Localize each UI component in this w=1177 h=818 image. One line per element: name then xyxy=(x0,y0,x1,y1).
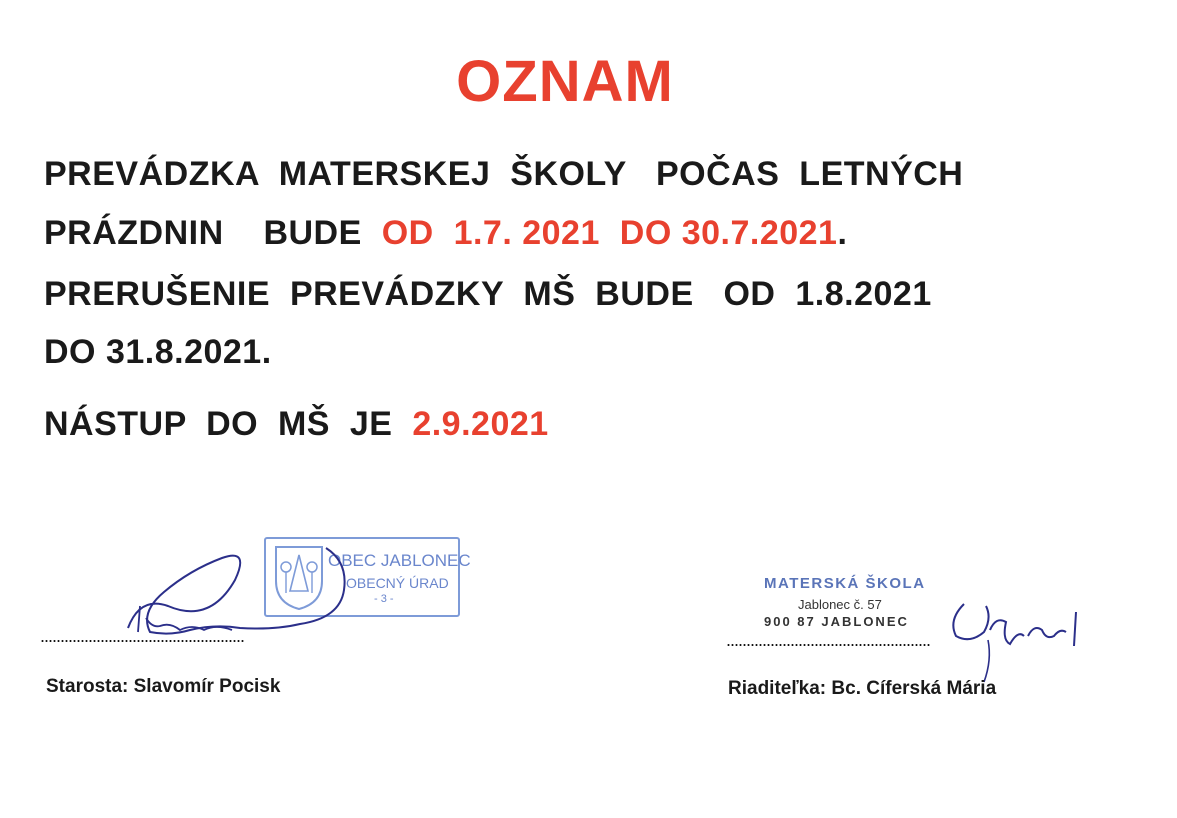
start-date: 2.9.2021 xyxy=(412,405,549,443)
notice-title: OZNAM xyxy=(456,49,674,114)
body-line-1: PREVÁDZKA MATERSKEJ ŠKOLY POČAS LETNÝCH xyxy=(44,155,964,193)
mayor-name: Starosta: Slavomír Pocisk xyxy=(46,676,281,697)
body-line-5-text: NÁSTUP DO MŠ JE xyxy=(44,405,413,443)
obec-stamp-line-2: OBECNÝ ÚRAD xyxy=(346,575,449,591)
director-name: Riaditeľka: Bc. Cíferská Mária xyxy=(728,678,997,699)
body-line-5 xyxy=(44,405,549,444)
body-line-3: PRERUŠENIE PREVÁDZKY MŠ BUDE OD 1.8.2021 xyxy=(44,275,932,313)
body-line-2-end: . xyxy=(837,214,848,252)
school-stamp-line-2: Jablonec č. 57 xyxy=(798,597,882,612)
body-line-4: DO 31.8.2021. xyxy=(44,333,272,371)
obec-stamp-line-1: OBEC JABLONEC xyxy=(328,551,471,570)
obec-stamp xyxy=(264,537,471,617)
school-stamp-line-3: 900 87 JABLONEC xyxy=(764,614,909,629)
body-line-2 xyxy=(44,214,847,253)
director-signature-line: ................................................... xyxy=(726,630,931,650)
coat-of-arms-icon xyxy=(270,541,330,613)
mayor-signature-line: ................................................... xyxy=(40,626,245,646)
obec-stamp-line-3: - 3 - xyxy=(374,593,394,605)
school-stamp-line-1: MATERSKÁ ŠKOLA xyxy=(764,575,926,592)
operation-period: OD 1.7. 2021 DO 30.7.2021 xyxy=(381,214,838,252)
body-line-2-text: PRÁZDNIN BUDE xyxy=(44,214,382,252)
